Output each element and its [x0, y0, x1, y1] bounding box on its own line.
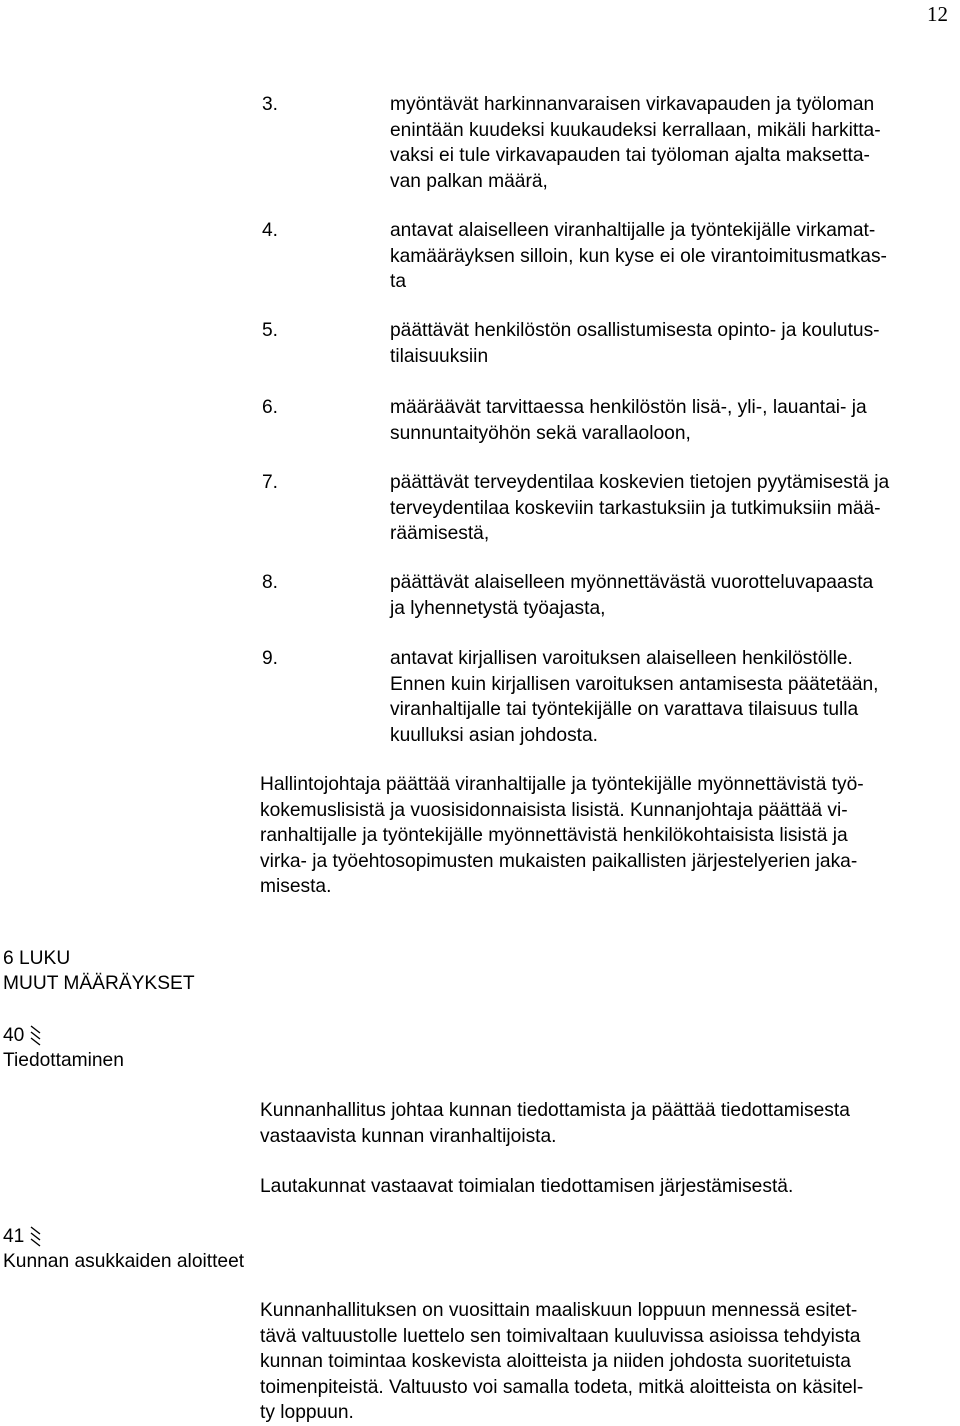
section-41-title: Kunnan asukkaiden aloitteet [3, 1251, 245, 1272]
page-number: 12 [927, 2, 948, 26]
list-item-number: 3. [262, 94, 279, 115]
chapter-number: 6 LUKU [3, 948, 71, 969]
list-item-text: päättävät henkilöstön osallistumisesta opinto- ja koulutus- tilaisuuksiin [390, 320, 880, 367]
section-41-heading [3, 1224, 43, 1250]
list-item-text: päättävät alaiselleen myönnettävästä vuorotteluvapaasta ja lyhennetystä työajasta, [390, 572, 874, 619]
section-41-number: 41 [3, 1226, 25, 1247]
section-40-paragraph-1: Kunnanhallitus johtaa kunnan tiedottamista ja päättää tiedottamisesta vastaavista kunnan viranhaltijoista. [260, 1100, 850, 1147]
list-item-number: 7. [262, 472, 279, 493]
section-sign-icon [27, 1023, 43, 1047]
list-item-number: 8. [262, 572, 279, 593]
list-item-number: 4. [262, 220, 279, 241]
paragraph-hallintojohtaja: Hallintojohtaja päättää viranhaltijalle ja työntekijälle myönnettävistä työ- kokemuslisistä ja vuosisidonnaisista lisistä. Kunnanjohtaja päättää vi- ranhaltijalle ja työntekijälle myönnettävistä henkilökohtaisista lisistä ja virka- ja työehtosopimusten mukaisten paikallisten järjestelyerien jaka- misesta. [260, 774, 864, 898]
section-sign-icon [27, 1224, 43, 1248]
section-40-heading [3, 1023, 43, 1049]
chapter-title: MUUT MÄÄRÄYKSET [3, 973, 195, 994]
list-item-number: 6. [262, 397, 279, 418]
section-40-title: Tiedottaminen [3, 1050, 124, 1071]
list-item-text: antavat kirjallisen varoituksen alaiselleen henkilöstölle. Ennen kuin kirjallisen varoituksen antamisesta päätetään, viranhaltijalle tai työntekijälle on varattava tilaisuus tulla kuulluksi asian johdosta. [390, 648, 879, 746]
list-item-text: päättävät terveydentilaa koskevien tietojen pyytämisestä ja terveydentilaa koskeviin tarkastuksiin ja tutkimuksiin mää- räämisestä, [390, 472, 890, 545]
section-41-paragraph-1: Kunnanhallituksen on vuosittain maaliskuun loppuun mennessä esitet- tävä valtuustolle luettelo sen toimivaltaan kuuluvissa asioissa tehdyista kunnan toimintaa koskevista aloitteista ja niiden johdosta suoritetuista toimenpiteistä. Valtuusto voi samalla todeta, mitkä aloitteista on käsitel- ty loppuun. [260, 1300, 864, 1424]
section-40-number: 40 [3, 1025, 25, 1046]
list-item-number: 9. [262, 648, 279, 669]
list-item-number: 5. [262, 320, 279, 341]
list-item-text: antavat alaiselleen viranhaltijalle ja työntekijälle virkamat- kamääräyksen silloin, kun kyse ei ole virantoimitusmatkas- ta [390, 220, 887, 293]
section-40-paragraph-2: Lautakunnat vastaavat toimialan tiedottamisen järjestämisestä. [260, 1176, 794, 1197]
list-item-text: myöntävät harkinnanvaraisen virkavapauden ja työloman enintään kuudeksi kuukaudeksi kerrallaan, mikäli harkitta- vaksi ei tule virkavapauden tai työloman ajalta maksetta- van palkan määrä, [390, 94, 881, 192]
list-item-text: määräävät tarvittaessa henkilöstön lisä-, yli-, lauantai- ja sunnuntaityöhön sekä varallaoloon, [390, 397, 867, 444]
